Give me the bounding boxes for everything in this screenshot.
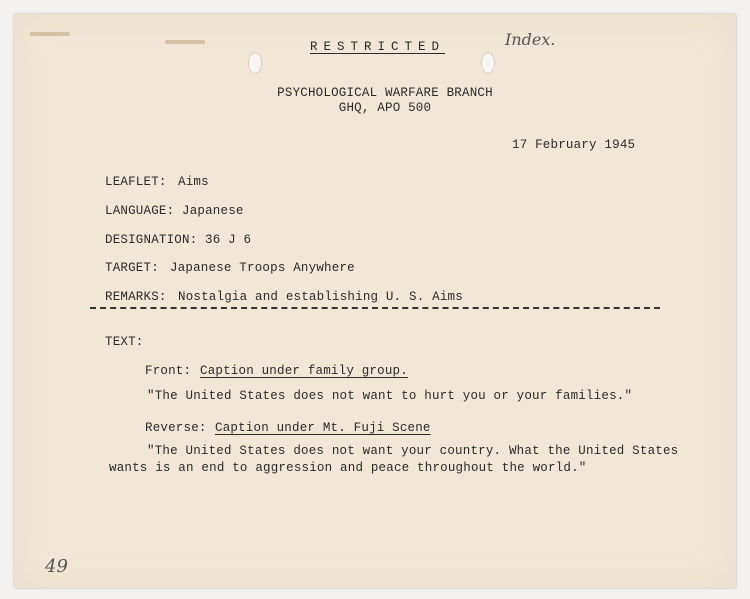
tape-mark [30, 32, 70, 36]
punch-hole [481, 52, 495, 74]
handwritten-page-number: 49 [45, 556, 68, 577]
field-label-remarks: REMARKS: [105, 290, 167, 304]
handwritten-index-note: Index. [505, 30, 556, 49]
field-value-target: Japanese Troops Anywhere [170, 261, 355, 275]
reverse-quote-line2: wants is an end to aggression and peace throughout the world." [109, 461, 587, 475]
tape-mark [165, 40, 205, 44]
field-value-leaflet: Aims [178, 175, 209, 189]
document-date: 17 February 1945 [512, 138, 636, 152]
text-heading: TEXT: [105, 335, 144, 349]
field-label-leaflet: LEAFLET: [105, 175, 167, 189]
field-value-language: Japanese [182, 204, 244, 218]
reverse-caption: Caption under Mt. Fuji Scene [215, 421, 431, 435]
field-value-remarks: Nostalgia and establishing U. S. Aims [178, 290, 463, 304]
separator-rule [90, 307, 660, 309]
organization-address: GHQ, APO 500 [338, 101, 432, 115]
punch-hole [248, 52, 262, 74]
front-caption: Caption under family group. [200, 364, 408, 378]
field-label-designation: DESIGNATION: [105, 233, 198, 247]
reverse-label: Reverse: [145, 421, 207, 435]
field-label-language: LANGUAGE: [105, 204, 175, 218]
front-quote: "The United States does not want to hurt you or your families." [147, 389, 633, 403]
reverse-quote-line1: "The United States does not want your country. What the United States [147, 444, 679, 458]
classification-stamp: RESTRICTED [310, 40, 446, 54]
field-label-target: TARGET: [105, 261, 159, 275]
organization-name: PSYCHOLOGICAL WARFARE BRANCH [277, 86, 493, 100]
front-label: Front: [145, 364, 192, 378]
field-value-designation: 36 J 6 [205, 233, 252, 247]
